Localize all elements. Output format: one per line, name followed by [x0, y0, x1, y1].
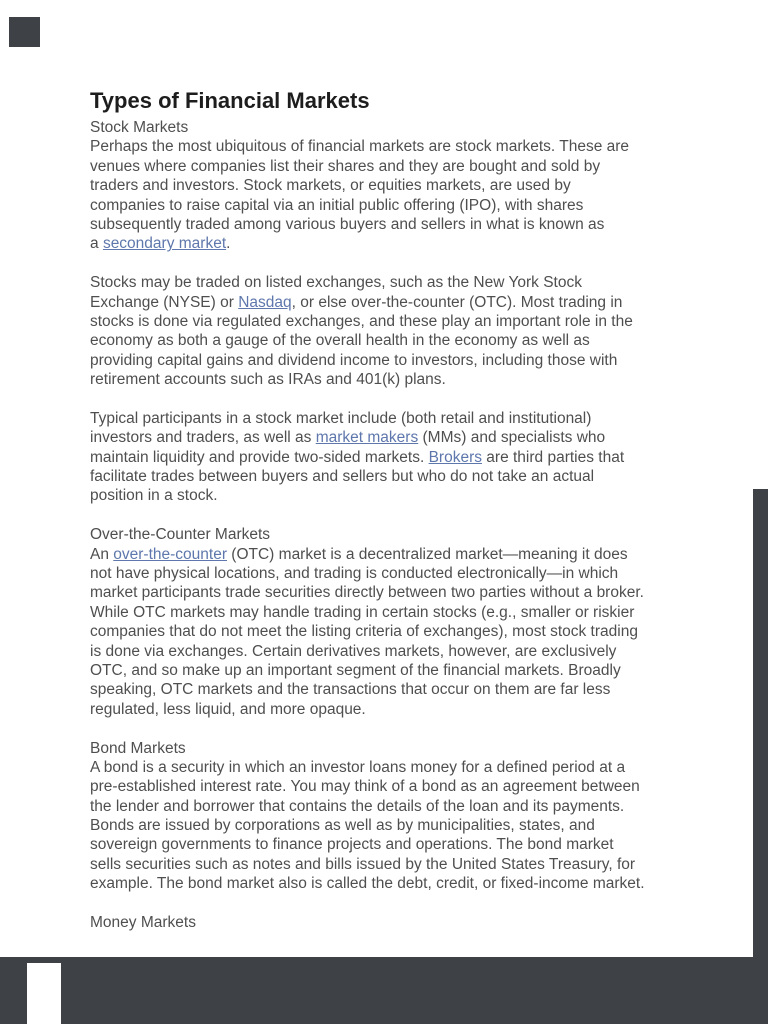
text-line — [90, 603, 694, 622]
link-secondary-market[interactable]: secondary market — [102, 235, 227, 253]
text-line — [90, 642, 694, 661]
text-line — [90, 739, 694, 758]
text-line — [90, 428, 694, 447]
title-block — [90, 87, 694, 115]
text-line — [90, 351, 694, 370]
text-run: a — [90, 235, 103, 253]
text-run: Perhaps the most ubiquitous of financial markets are stock markets. These are — [90, 138, 630, 156]
text-run: facilitate trades between buyers and sellers but who do not take an actual — [90, 468, 595, 486]
document-content — [90, 87, 694, 932]
text-line — [90, 777, 694, 796]
text-run: venues where companies list their shares and they are bought and sold by — [90, 157, 601, 175]
text-line — [90, 545, 694, 564]
link-market-makers[interactable]: market makers — [315, 429, 419, 447]
text-line — [90, 312, 694, 331]
text-line — [90, 370, 694, 389]
text-run: OTC, and so make up an important segment of the financial markets. Broadly — [90, 661, 621, 679]
text-run: (OTC) market is a decentralized market—meaning it does — [227, 545, 628, 563]
text-run: is done via exchanges. Certain derivatives markets, however, are exclusively — [90, 642, 617, 660]
text-run: position in a stock. — [90, 487, 218, 505]
para-block — [90, 409, 694, 506]
text-run: . — [226, 235, 231, 253]
text-line — [90, 855, 694, 874]
text-run: regulated, less liquid, and more opaque. — [90, 700, 366, 718]
text-run: Over-the-Counter Markets — [90, 526, 271, 544]
text-run: stocks is done via regulated exchanges, and these play an important role in the — [90, 312, 633, 330]
scan-notch — [27, 963, 61, 1024]
para-block — [90, 273, 694, 389]
text-line — [90, 448, 694, 467]
text-run: pre-established interest rate. You may think of a bond as an agreement between — [90, 778, 640, 796]
text-run: While OTC markets may handle trading in certain stocks (e.g., smaller or riskier — [90, 603, 635, 621]
text-line — [90, 583, 694, 602]
text-run: example. The bond market also is called the debt, credit, or fixed-income market. — [90, 875, 645, 893]
text-line — [90, 486, 694, 505]
link-brokers[interactable]: Brokers — [428, 448, 482, 466]
text-line — [90, 525, 694, 544]
text-run: the lender and borrower that contains the details of the loan and its payments. — [90, 797, 625, 815]
text-run: sovereign governments to finance projects and operations. The bond market — [90, 836, 614, 854]
text-line — [90, 467, 694, 486]
text-run: speaking, OTC markets and the transactions that occur on them are far less — [90, 681, 611, 699]
text-line — [90, 661, 694, 680]
text-run: Stock Markets — [90, 119, 189, 136]
text-line — [90, 331, 694, 350]
text-run: companies that do not meet the listing criteria of exchanges), most stock trading — [90, 623, 638, 641]
text-line — [90, 176, 694, 195]
scan-edge-bottom — [0, 957, 768, 1024]
text-run: Exchange (NYSE) or — [90, 293, 239, 311]
text-run: economy as both a gauge of the overall health in the economy as well as — [90, 332, 590, 350]
text-line — [90, 700, 694, 719]
heading-block — [90, 118, 694, 137]
text-line — [90, 680, 694, 699]
scan-mark-top-left — [9, 17, 40, 47]
text-run: traders and investors. Stock markets, or equities markets, are used by — [90, 177, 571, 195]
text-run: Bonds are issued by corporations as well as by municipalities, states, and — [90, 817, 595, 835]
text-run: not have physical locations, and trading is conducted electronically—in which — [90, 564, 619, 582]
text-run: A bond is a security in which an investor loans money for a defined period at a — [90, 758, 626, 776]
text-line — [90, 913, 694, 932]
text-run: sells securities such as notes and bills issued by the United States Treasury, for — [90, 855, 636, 873]
text-run: companies to raise capital via an initial public offering (IPO), with shares — [90, 196, 584, 214]
text-line — [90, 409, 694, 428]
text-line — [90, 564, 694, 583]
text-line — [90, 273, 694, 292]
text-run: (MMs) and specialists who — [418, 429, 606, 447]
text-line — [90, 874, 694, 893]
text-run: retirement accounts such as IRAs and 401(k) plans. — [90, 371, 446, 389]
text-line — [90, 215, 694, 234]
text-run: providing capital gains and dividend income to investors, including those with — [90, 351, 618, 369]
text-line — [90, 157, 694, 176]
text-run: Bond Markets — [90, 739, 186, 757]
text-line — [90, 293, 694, 312]
text-line — [90, 87, 694, 115]
text-line — [90, 758, 694, 777]
text-run: subsequently traded among various buyers and sellers in what is known as — [90, 215, 605, 233]
text-run: Types of Financial Markets — [90, 88, 370, 113]
text-line — [90, 137, 694, 156]
text-run: maintain liquidity and provide two-sided markets. — [90, 448, 429, 466]
text-line — [90, 234, 694, 253]
text-run: Money Markets — [90, 914, 196, 932]
text-line — [90, 196, 694, 215]
text-line — [90, 622, 694, 641]
text-run: An — [90, 545, 114, 563]
text-run: are third parties that — [481, 448, 625, 466]
para-block — [90, 545, 694, 720]
text-run: Typical participants in a stock market include (both retail and institutional) — [90, 409, 592, 427]
heading-block — [90, 913, 694, 932]
text-line — [90, 816, 694, 835]
text-line — [90, 118, 694, 137]
text-line — [90, 797, 694, 816]
heading-block — [90, 739, 694, 758]
text-run: Stocks may be traded on listed exchanges, such as the New York Stock — [90, 274, 582, 292]
link-over-the-counter[interactable]: over-the-counter — [113, 545, 227, 563]
heading-block — [90, 525, 694, 544]
text-run: market participants trade securities directly between two parties without a broker. — [90, 584, 644, 602]
scan-edge-right — [753, 489, 768, 1024]
text-run: , or else over-the-counter (OTC). Most trading in — [291, 293, 623, 311]
para-block — [90, 137, 694, 253]
text-run: investors and traders, as well as — [90, 429, 316, 447]
para-block — [90, 758, 694, 894]
text-line — [90, 835, 694, 854]
link-nasdaq[interactable]: Nasdaq — [238, 293, 292, 311]
